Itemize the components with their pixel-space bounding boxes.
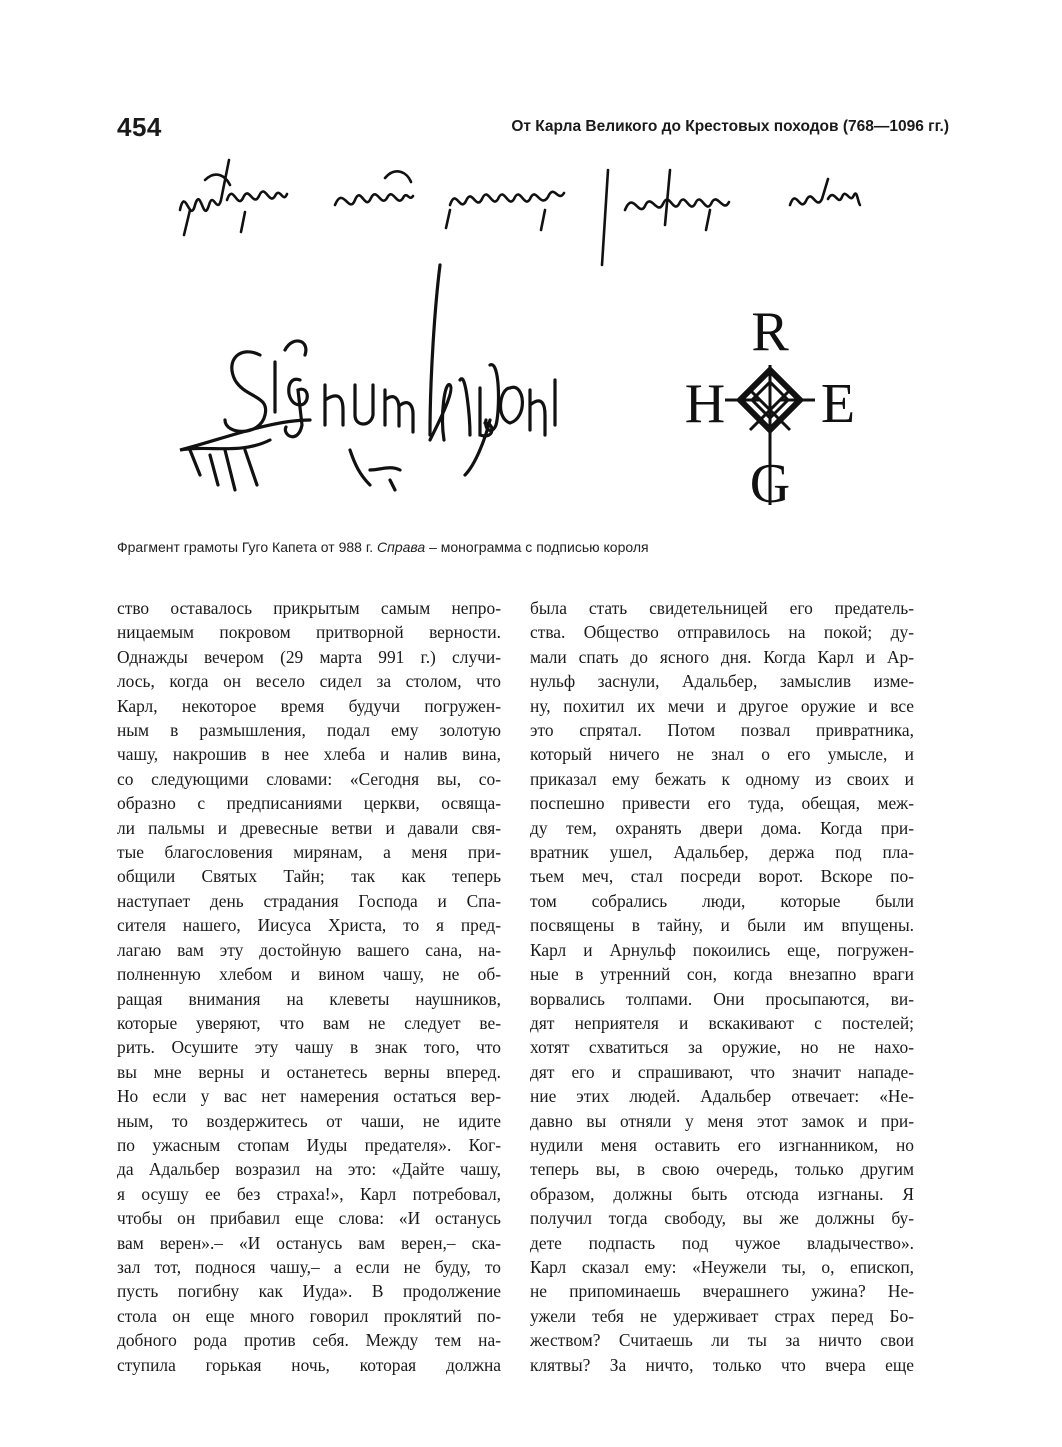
text-line: посвящены в тайну, и были им впущены.: [530, 915, 914, 936]
text-line: со следующими словами: «Сегодня вы, со-: [117, 768, 501, 789]
text-line: сителя нашего, Иисуса Христа, то я пред-: [117, 915, 501, 936]
caption-text-end: – монограмма с подписью короля: [425, 539, 649, 555]
text-line: общили Святых Тайн; так как теперь: [117, 866, 501, 887]
text-line: Карл сказал ему: «Неужели ты, о, епископ,: [530, 1256, 914, 1277]
text-line: приказал ему бежать к одному из своих и: [530, 768, 914, 789]
text-line: получил тогда свободу, вы же должны бу-: [530, 1208, 914, 1229]
text-line: тые благословения мирянам, а меня при-: [117, 842, 501, 863]
text-line: полненную хлебом и вином чашу, не об-: [117, 964, 501, 985]
text-line: ным, то воздержитесь от чаши, не идите: [117, 1110, 501, 1131]
text-line: лось, когда он весело сидел за столом, что: [117, 671, 501, 692]
left-text-column: [117, 596, 501, 1377]
text-line: нульф заснули, Адальбер, замыслив изме-: [530, 671, 914, 692]
text-line: это спрятал. Потом позвал привратника,: [530, 720, 914, 741]
text-line: Однажды вечером (29 марта 991 г.) случи-: [117, 646, 501, 667]
page-number: 454: [117, 112, 162, 142]
text-line: ницаемым покровом притворной верности.: [117, 622, 501, 643]
text-line: чтобы он прибавил еще слова: «И останусь: [117, 1208, 501, 1229]
text-line: ным в размышления, подал ему золотую: [117, 720, 501, 741]
charter-handwriting: [180, 160, 860, 265]
text-line: вы мне верны и останетесь верны вперед.: [117, 1061, 501, 1082]
text-line: не припоминаешь вчерашнего ужина? Не-: [530, 1281, 914, 1302]
text-line: образом, должны быть отсюда изгнаны. Я: [530, 1183, 914, 1204]
text-line: дят его и спрашивают, что значит нападе-: [530, 1061, 914, 1082]
text-line: Но если у вас нет намерения остаться вер-: [117, 1086, 501, 1107]
signature-signum-hugoni: [180, 265, 555, 490]
text-line: ду тем, охранять двери дома. Когда при-: [530, 817, 914, 838]
text-line: ние этих людей. Адальбер отвечает: «Не-: [530, 1086, 914, 1107]
text-line: ну, похитил их мечи и другое оружие и все: [530, 695, 914, 716]
text-line: пусть погибну как Иуда». В продолжение: [117, 1281, 501, 1302]
text-line: зал тот, поднося чашу,– а если не буду, то: [117, 1256, 501, 1277]
text-line: ступила горькая ночь, которая должна: [117, 1354, 501, 1375]
text-line: образно с предписаниями церкви, освяща-: [117, 793, 501, 814]
running-head: От Карла Великого до Крестовых походов (768—1096 гг.): [511, 118, 949, 135]
text-line: который ничего не знал о его умысле, и: [530, 744, 914, 765]
text-line: ства. Общество отправилось на покой; ду-: [530, 622, 914, 643]
text-line: я осушу ее без страха!», Карл потребовал,: [117, 1183, 501, 1204]
royal-monogram: [685, 301, 855, 515]
text-line: жеством? Считаешь ли ты за ничто свои: [530, 1330, 914, 1351]
text-line: ные в утренний сон, когда внезапно враги: [530, 964, 914, 985]
text-line: лагаю вам эту достойную вашего сана, на-: [117, 939, 501, 960]
text-line: давно вы отняли у меня этот замок и при-: [530, 1110, 914, 1131]
text-line: ворвались толпами. Они просыпаются, ви-: [530, 988, 914, 1009]
text-line: дете подпасть под чужое владычество».: [530, 1232, 914, 1253]
text-line: наступает день страдания Господа и Спа-: [117, 890, 501, 911]
figure-caption: [117, 539, 947, 555]
text-line: теперь вы, в свою очередь, только другим: [530, 1159, 914, 1180]
charter-fragment-figure: [150, 150, 910, 520]
text-line: чашу, накрошив в нее хлеба и налив вина,: [117, 744, 501, 765]
text-line: ужели тебя не удерживает страх перед Бо-: [530, 1305, 914, 1326]
text-line: да Адальбер возразил на это: «Дайте чашу,: [117, 1159, 501, 1180]
caption-italic: Справа: [377, 539, 426, 555]
monogram-letter-top: R: [751, 301, 789, 363]
right-text-column: [530, 596, 914, 1377]
monogram-letter-bottom: G: [749, 453, 791, 515]
monogram-letter-right: E: [820, 373, 856, 435]
text-line: ли пальмы и древесные ветви и давали свя-: [117, 817, 501, 838]
text-line: ращая внимания на клеветы наушников,: [117, 988, 501, 1009]
text-line: по ужасным стопам Иуды предателя». Ког-: [117, 1134, 501, 1155]
text-line: дят неприятеля и вскакивают с постелей;: [530, 1012, 914, 1033]
text-line: хотят схватиться за оружие, но не нахо-: [530, 1037, 914, 1058]
text-line: вратник ушел, Адальбер, держа под пла-: [530, 842, 914, 863]
text-line: том собрались люди, которые были: [530, 890, 914, 911]
text-line: добного рода против себя. Между тем на-: [117, 1330, 501, 1351]
monogram-letter-left: H: [684, 373, 726, 435]
text-line: стола он еще много говорил проклятий по-: [117, 1305, 501, 1326]
text-line: которые уверяют, что вам не следует ве-: [117, 1012, 501, 1033]
text-line: поспешно привести его туда, обещая, меж-: [530, 793, 914, 814]
text-line: нудили меня оставить его изгнанником, но: [530, 1134, 914, 1155]
text-line: мали спать до ясного дня. Когда Карл и Ар-: [530, 646, 914, 667]
caption-text: Фрагмент грамоты Гуго Капета от 988 г.: [117, 539, 378, 555]
text-line: была стать свидетельницей его предатель-: [530, 598, 914, 618]
text-line: Карл, некоторое время будучи погружен-: [117, 695, 501, 716]
text-line: ство оставалось прикрытым самым непро-: [117, 598, 501, 618]
text-line: клятвы? За ничто, только что вчера еще: [530, 1354, 914, 1375]
text-line: тьем меч, стал посреди ворот. Вскоре по-: [530, 866, 914, 887]
text-line: рить. Осушите эту чашу в знак того, что: [117, 1037, 501, 1058]
text-line: Карл и Арнульф покоились еще, погружен-: [530, 939, 914, 960]
text-line: вам верен».– «И останусь вам верен,– ска-: [117, 1232, 501, 1253]
